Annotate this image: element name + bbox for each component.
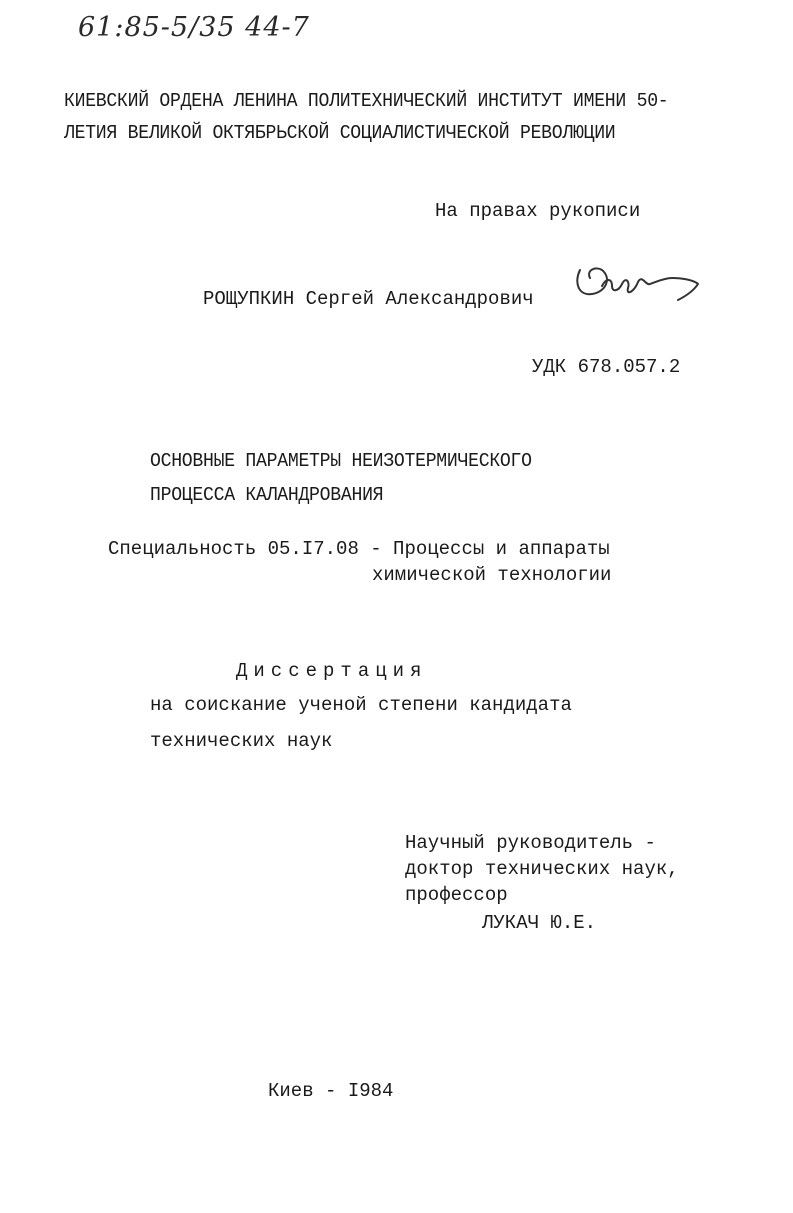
thesis-title-line-1: ОСНОВНЫЕ ПАРАМЕТРЫ НЕИЗОТЕРМИЧЕСКОГО: [150, 450, 532, 472]
manuscript-rights: На правах рукописи: [435, 200, 641, 222]
signature-icon: [572, 256, 702, 306]
thesis-title-line-2: ПРОЦЕССА КАЛАНДРОВАНИЯ: [150, 484, 384, 506]
supervisor-line-1: Научный руководитель -: [405, 832, 656, 854]
document-type: Диссертация: [236, 660, 428, 682]
supervisor-name: ЛУКАЧ Ю.Е.: [482, 912, 597, 934]
place-and-year: Киев - I984: [268, 1080, 394, 1102]
supervisor-line-2: доктор технических наук,: [405, 858, 679, 880]
specialty-line-2: химической технологии: [372, 564, 612, 586]
udc-code: УДК 678.057.2: [532, 356, 681, 378]
author-name: РОЩУПКИН Сергей Александрович: [203, 288, 534, 310]
institute-line-2: ЛЕТИЯ ВЕЛИКОЙ ОКТЯБРЬСКОЙ СОЦИАЛИСТИЧЕСКОЙ РЕВОЛЮЦИИ: [64, 122, 616, 144]
degree-line-2: технических наук: [150, 730, 333, 752]
specialty-line-1: Специальность 05.I7.08 - Процессы и аппараты: [108, 538, 610, 560]
institute-line-1: КИЕВСКИЙ ОРДЕНА ЛЕНИНА ПОЛИТЕХНИЧЕСКИЙ ИНСТИТУТ ИМЕНИ 50-: [64, 90, 669, 112]
supervisor-line-3: профессор: [405, 884, 508, 906]
degree-line-1: на соискание ученой степени кандидата: [150, 694, 572, 716]
archive-code: 61:85-5/35 44-7: [78, 12, 310, 43]
